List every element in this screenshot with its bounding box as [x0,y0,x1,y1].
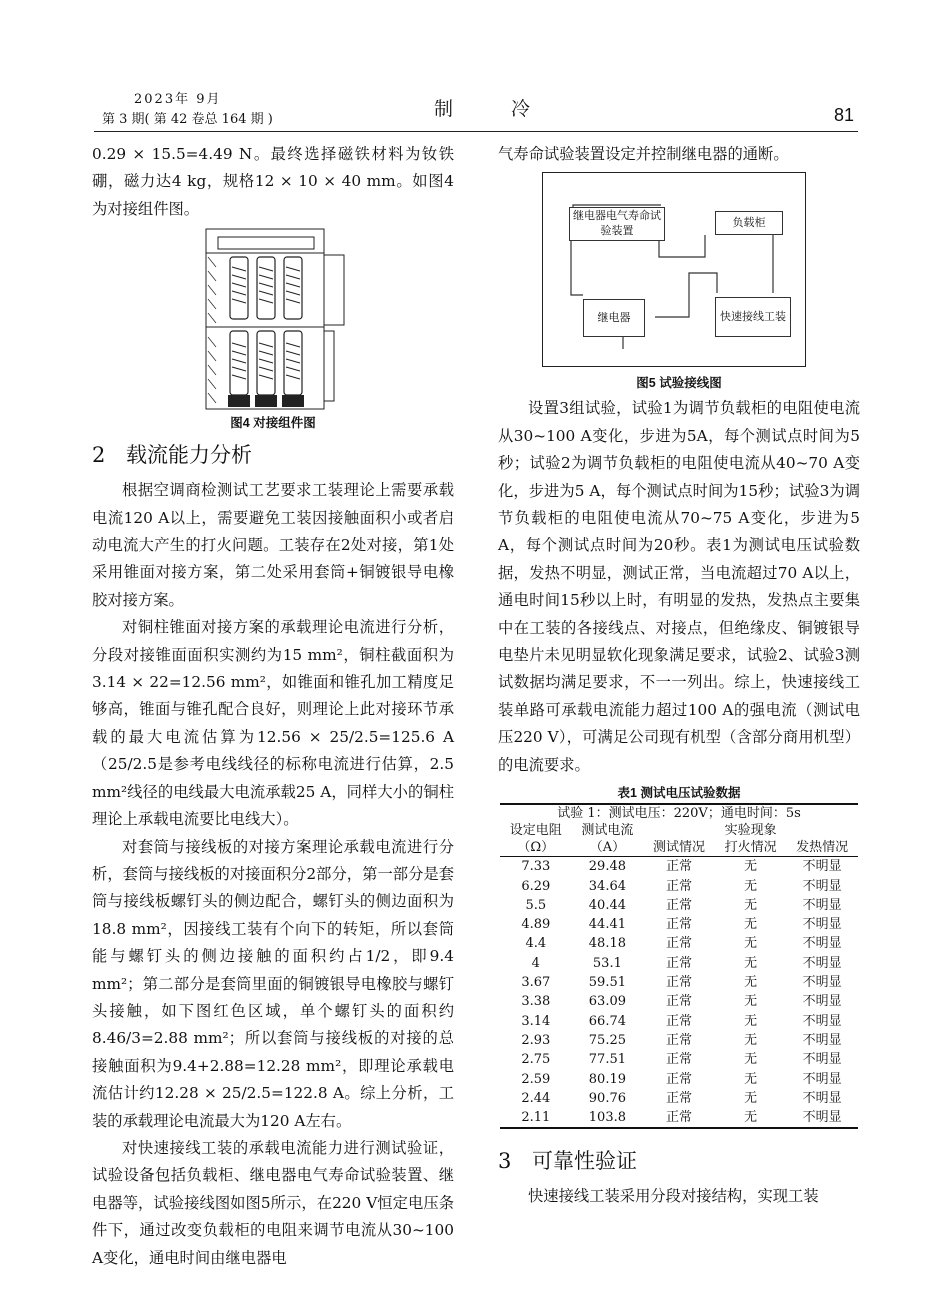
column-unit: （A） [572,839,644,857]
cell: 3.38 [521,994,551,1010]
figure-4-caption: 图4 对接组件图 [230,416,316,431]
cell: 6.29 [521,878,551,894]
cell: 5.5 [525,897,547,913]
cell: 不明显 [802,1032,842,1048]
cell: 无 [744,1032,758,1048]
cell: 不明显 [802,975,842,991]
cell: 63.09 [588,994,626,1010]
cell: 2.44 [521,1090,551,1106]
cell: 4.89 [521,917,551,933]
cell: 40.44 [588,897,626,913]
cell: 不明显 [802,878,842,894]
table-row [500,954,858,973]
cell: 不明显 [786,1108,858,1128]
cell: 3.14 [521,1013,551,1029]
table-row [500,934,858,953]
cell: 7.33 [521,859,551,875]
cell: 正常 [665,994,692,1010]
quick-wiring-fixture-box: 快速接线工装 [715,297,791,337]
cell: 无 [744,1052,758,1068]
cell: 正常 [665,1071,692,1087]
cell: 不明显 [802,1013,842,1029]
cell: 不明显 [802,917,842,933]
paragraph: 对铜柱锥面对接方案的承载理论电流进行分析，分段对接锥面面积实测约为15 mm²，铜柱截面积为3.14 × 22=12.56 mm²，如锥面和锥孔加工精度足够高，锥面与锥孔配合良好，则理论上此对接环节承载的最大电流估算为12.56 × 25/2.5=125.6 A（25/2.5是参考电线线径的标称电流进行估算，2.5 mm²线径的电线最大电流承载25 A，同样大小的铜柱理论上承载电流要比电线大）。 [92,618,454,829]
cell: 无 [715,1108,787,1128]
cell: 66.74 [588,1013,626,1029]
column-header: 测试情况 [643,839,715,857]
cell: 无 [744,917,758,933]
cell: 不明显 [802,1071,842,1087]
cell: 48.18 [588,936,626,952]
column-header: 设定电阻 [509,823,562,839]
cell: 4.4 [525,936,547,952]
paragraph: 气寿命试验装置设定并控制继电器的通断。 [498,145,789,163]
cell: 正常 [665,859,692,875]
table-row [500,1108,858,1128]
figure-5 [542,172,806,367]
section-3-heading [498,1147,860,1175]
journal-title: 制 冷 [434,98,557,120]
paragraph: 对套筒与接线板的对接方案理论承载电流进行分析，套筒与接线板的对接面积分2部分，第一部分是套筒与接线板螺钉头的侧边配合，螺钉头的侧边面积为18.8 mm²，因接线工装有个向下的转矩，所以套筒能与螺钉头的侧边接触的面积约占1/2，即9.4 mm²；第二部分是套筒里面的铜镀银导电橡胶与螺钉头接触，如下图红色区域，单个螺钉头的面积约8.46/3=2.88 mm²；所以套筒与接线板的对接的总接触面积为9.4+2.88=12.28 mm²，即理论承载电流估计约12.28 × 25/2.5=122.8 A。综上分析，工装的承载理论电流最大为120 A左右。 [92,837,454,1130]
cell: 正常 [643,1108,715,1128]
cell: 不明显 [802,897,842,913]
cell: 29.48 [588,859,626,875]
cell: 80.19 [588,1071,626,1087]
table-row [500,1089,858,1108]
table-row [500,915,858,934]
cell: 无 [744,936,758,952]
right-column [498,141,860,1211]
cell: 无 [744,1090,758,1106]
cell: 53.1 [592,955,622,971]
cell: 正常 [665,1013,692,1029]
cell: 2.75 [521,1052,551,1068]
section-title: 可靠性验证 [532,1149,637,1174]
paragraph: 根据空调商检测试工艺要求工装理论上需要承载电流120 A以上，需要避免工装因接触面积小或者启动电流大产生的打火问题。工装存在2处对接，第1处采用锥面对接方案，第二处采用套筒+铜镀银导电橡胶对接方案。 [92,481,454,609]
cell: 90.76 [588,1090,626,1106]
cell: 不明显 [802,1052,842,1068]
table-row [500,1011,858,1030]
left-column [92,141,454,1272]
paragraph: 快速接线工装采用分段对接结构，实现工装 [528,1187,819,1206]
cell: 2.11 [500,1108,572,1128]
table-row [500,973,858,992]
page-header [94,88,858,134]
cell: 75.25 [588,1032,626,1048]
page-number: 81 [833,105,854,125]
table-row [500,992,858,1011]
cell: 77.51 [588,1052,626,1068]
cell: 无 [744,859,758,875]
section-title: 载流能力分析 [126,443,252,468]
header-rule [94,131,858,132]
cell: 2.93 [521,1032,551,1048]
cell: 无 [744,897,758,913]
cell: 无 [744,1013,758,1029]
section-number: 2 [92,443,106,468]
cell: 103.8 [572,1108,644,1128]
cell: 4 [531,955,540,971]
test-data-table [500,803,858,1129]
table-row [500,896,858,915]
cell: 正常 [665,1032,692,1048]
docking-assembly-drawing [204,227,354,413]
cell: 不明显 [802,994,842,1010]
cell: 正常 [665,955,692,971]
cell: 不明显 [802,859,842,875]
column-header: 实验现象 [724,823,777,839]
issue-number: 第 3 期( 第 42 卷总 164 期 ) [102,112,273,127]
cell: 正常 [665,897,692,913]
cell: 正常 [665,1090,692,1106]
relay-life-tester-box: 继电器电气寿命试验装置 [569,207,665,241]
column-header: 测试电流 [581,823,634,839]
paragraph: 对快速接线工装的承载电流能力进行测试验证，试验设备包括负载柜、继电器电气寿命试验装置、继电器等，试验接线图如图5所示，在220 V恒定电压条件下，通过改变负载柜的电阻来调节电流从30~100 A变化，通电时间由继电器电 [92,1138,454,1267]
cell: 2.59 [521,1071,551,1087]
table-row [500,876,858,895]
table-row [500,857,858,877]
table-condition: 试验 1：测试电压：220V；通电时间：5s [500,804,858,822]
issue-date: 2023年 9月 [134,92,222,107]
table-1-caption: 表1 测试电压试验数据 [617,786,741,801]
cell: 无 [744,1071,758,1087]
cell: 正常 [665,1052,692,1068]
section-number: 3 [498,1149,512,1174]
cell: 正常 [665,917,692,933]
cell: 34.64 [588,878,626,894]
section-2-heading [92,441,454,469]
table-row [500,1031,858,1050]
load-cabinet-box: 负载柜 [715,211,783,235]
cell: 无 [744,994,758,1010]
paragraph: 设置3组试验，试验1为调节负载柜的电阻使电流从30~100 A变化，步进为5A，每个测试点时间为5秒；试验2为调节负载柜的电阻使电流从40~70 A变化，步进为5 A，每个测试点时间为15秒；试验3为调节负载柜的电阻使电流从70~75 A变化，步进为5 A，每个测试点时间为20秒。表1为测试电压试验数据，发热不明显，测试正常，当电流超过70 A以上，通电时间15秒以上时，有明显的发热，发热点主要集中在工装的各接线点、对接点，但绝缘皮、铜镀银导电垫片未见明显软化现象满足要求，试验2、试验3测试数据均满足要求，不一一列出。综上，快速接线工装单路可承载电流能力超过100 A的强电流（测试电压220 V），可满足公司现有机型（含部分商用机型）的电流要求。 [498,399,860,774]
cell: 不明显 [802,955,842,971]
wiring-lines [543,173,805,366]
column-header: 打火情况 [715,839,787,857]
cell: 不明显 [802,936,842,952]
relay-box: 继电器 [583,299,645,337]
table-row [500,1069,858,1088]
cell: 不明显 [802,1090,842,1106]
cell: 正常 [665,878,692,894]
cell: 59.51 [588,975,626,991]
column-unit: （Ω） [500,839,572,857]
table-row [500,1050,858,1069]
cell: 44.41 [588,917,626,933]
paragraph: 0.29 × 15.5=4.49 N。最终选择磁铁材料为钕铁硼，磁力达4 kg，规格12 × 10 × 40 mm。如图4为对接组件图。 [92,145,454,218]
figure-5-caption: 图5 试验接线图 [636,376,722,391]
cell: 无 [744,975,758,991]
cell: 正常 [665,936,692,952]
cell: 3.67 [521,975,551,991]
figure-4 [92,223,454,419]
cell: 无 [744,878,758,894]
cell: 正常 [665,975,692,991]
column-header: 发热情况 [786,839,858,857]
cell: 无 [744,955,758,971]
